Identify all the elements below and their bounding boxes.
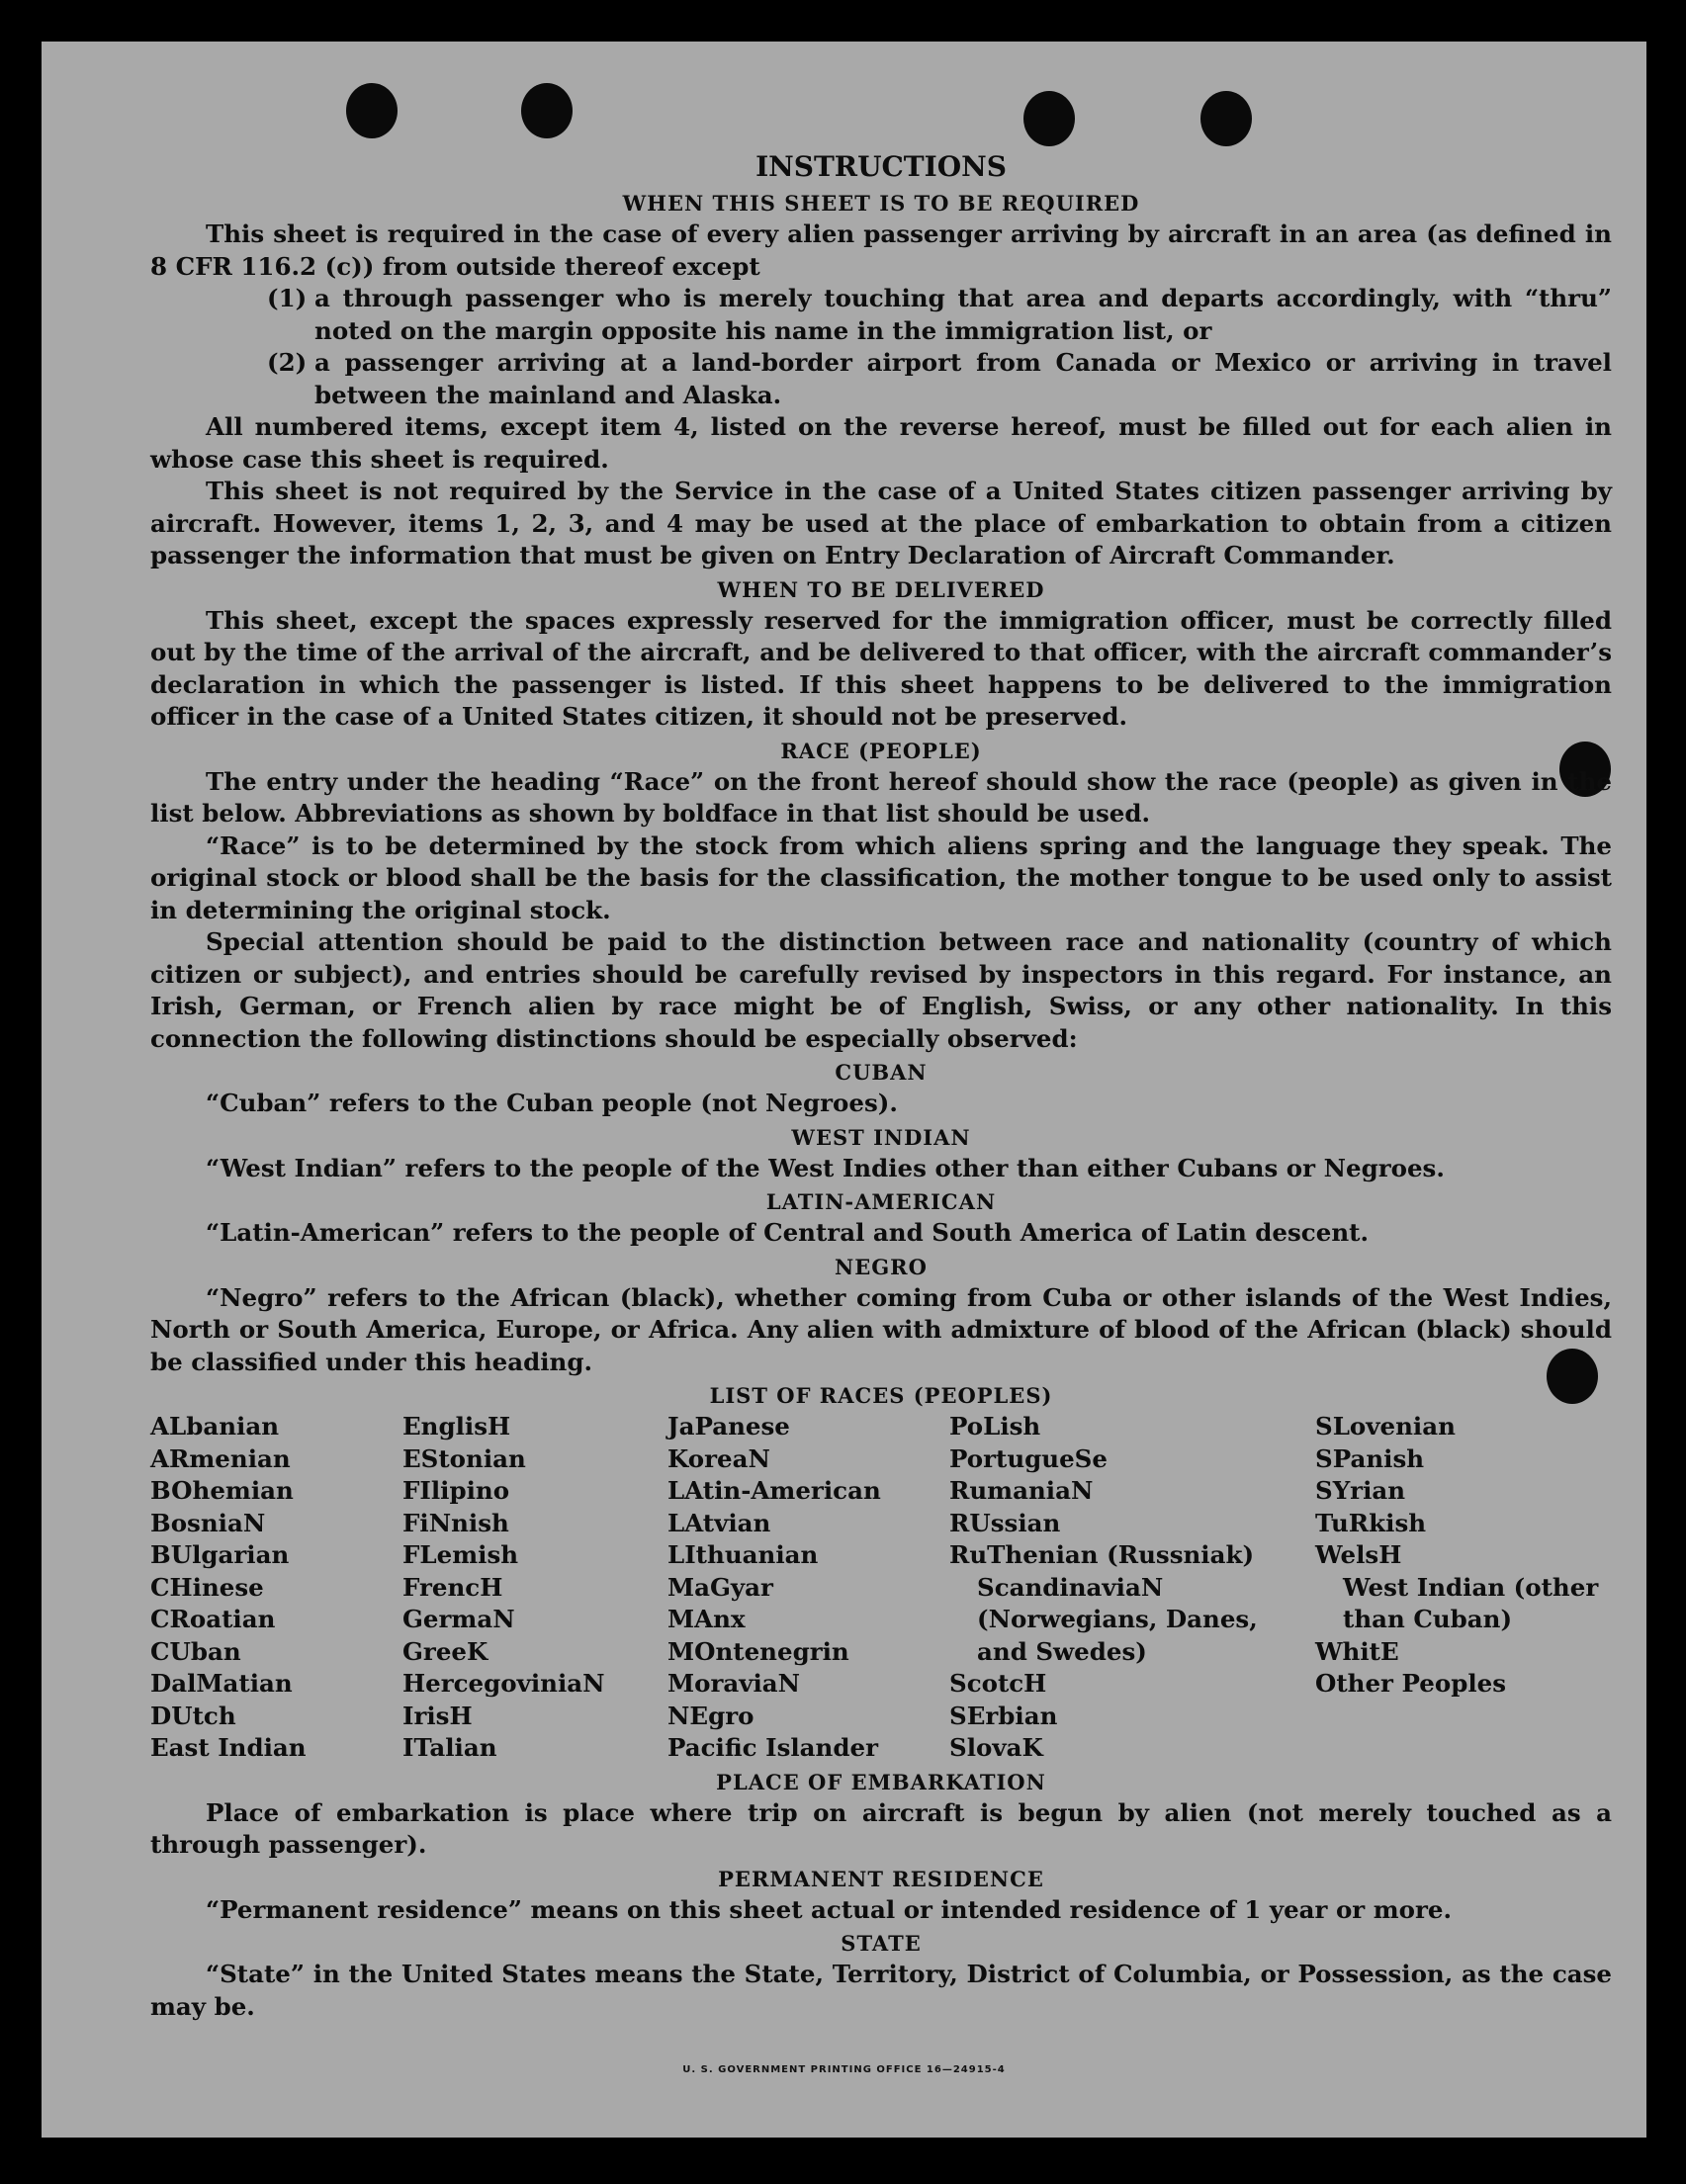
race-entry: MAnx: [667, 1605, 746, 1633]
punch-hole: [521, 83, 573, 138]
paragraph: Place of embarkation is place where trip on aircraft is begun by alien (not merely touched as a through passenger).: [150, 1797, 1612, 1859]
race-entry: MaGyar: [667, 1572, 773, 1602]
race-entry: FrencH: [402, 1572, 503, 1602]
paragraph: “Negro” refers to the African (black), whether coming from Cuba or other islands of the West Indies, North or South America, Europe, or Africa. Any alien with admixture of blood of the African (black) should be classified under this heading.: [150, 1282, 1612, 1376]
race-entry: EnglisH: [402, 1412, 511, 1441]
item-number: (2): [267, 348, 308, 377]
race-entry: LIthuanian: [667, 1540, 819, 1569]
paragraph: All numbered items, except item 4, listed on the reverse hereof, must be filled out for each alien in whose case this sheet is required.: [150, 412, 1612, 474]
race-entry: JaPanese: [667, 1412, 790, 1441]
race-entry: KoreaN: [667, 1443, 770, 1473]
section-heading: CUBAN: [835, 1060, 928, 1085]
list-item: [267, 283, 1612, 347]
page-title: INSTRUCTIONS: [755, 150, 1007, 183]
punch-hole: [1023, 91, 1075, 146]
section-heading: PERMANENT RESIDENCE: [718, 1866, 1044, 1891]
race-entry: DalMatian: [150, 1669, 293, 1698]
paragraph: This sheet is not required by the Service in the case of a United States citizen passenger arriving by aircraft. However, items 1, 2, 3, and 4 may be used at the place of embarkation to obtain from a citizen passenger the information that must be given on Entry Declaration of Aircraft Commander.: [150, 477, 1612, 569]
paragraph: “Race” is to be determined by the stock from which aliens spring and the language they speak. The original stock or blood shall be the basis for the classification, the mother tongue to be used only to assist in determining the original stock.: [150, 830, 1612, 924]
race-entry: BosniaN: [150, 1508, 266, 1537]
race-entry: NEgro: [667, 1701, 754, 1730]
section-heading: LATIN-AMERICAN: [765, 1189, 997, 1214]
race-column: [1315, 1411, 1612, 1765]
race-entry: CUban: [150, 1636, 241, 1666]
section-heading: PLACE OF EMBARKATION: [716, 1769, 1046, 1794]
race-entry: FiNnish: [402, 1508, 509, 1537]
race-entry: SErbian: [949, 1701, 1058, 1730]
section-heading: WEST INDIAN: [791, 1124, 971, 1150]
race-entry: SPanish: [1315, 1443, 1425, 1473]
race-entry: PoLish: [949, 1412, 1041, 1441]
race-column: [667, 1411, 949, 1765]
race-entry: GreeK: [402, 1636, 488, 1666]
item-text: a passenger arriving at a land-border airport from Canada or Mexico or arriving in travel between the mainland and Alaska.: [314, 348, 1612, 409]
race-entry: WhitE: [1315, 1636, 1399, 1666]
race-entry: Pacific Islander: [667, 1733, 878, 1762]
race-entry: HercegoviniaN: [402, 1669, 605, 1698]
race-entry: RUssian: [949, 1508, 1061, 1537]
race-entry: RuThenian (Russniak): [949, 1540, 1255, 1569]
race-entry: SYrian: [1315, 1476, 1406, 1505]
race-entry: ITalian: [402, 1733, 497, 1762]
race-entry: BOhemian: [150, 1476, 294, 1505]
paragraph: “State” in the United States means the State, Territory, District of Columbia, or Possession, as the case may be.: [150, 1960, 1612, 2021]
race-column: [949, 1411, 1315, 1765]
paragraph: “West Indian” refers to the people of the West Indies other than either Cubans or Negroes.: [206, 1153, 1445, 1182]
race-entry: SLovenian: [1315, 1412, 1456, 1441]
printer-imprint: U. S. GOVERNMENT PRINTING OFFICE 16—24915-4: [682, 2064, 1006, 2075]
punch-hole: [1200, 91, 1252, 146]
race-entry: BUlgarian: [150, 1540, 290, 1569]
race-entry: IrisH: [402, 1701, 473, 1730]
section-heading: RACE (PEOPLE): [780, 738, 982, 763]
race-entry: ALbanian: [150, 1412, 280, 1441]
race-entry: West Indian (other than Cuban): [1343, 1572, 1599, 1633]
section-heading: STATE: [841, 1931, 922, 1956]
item-text: a through passenger who is merely touching that area and departs accordingly, with “thru” noted on the margin opposite his name in the immigration list, or: [314, 284, 1612, 345]
race-entry: Other Peoples: [1315, 1669, 1507, 1698]
race-entry: WelsH: [1315, 1540, 1402, 1569]
paragraph: The entry under the heading “Race” on the front hereof should show the race (people) as given in the list below. Abbreviations as shown by boldface in that list should be used.: [150, 766, 1612, 828]
race-entry: RumaniaN: [949, 1476, 1094, 1505]
race-entry: MOntenegrin: [667, 1636, 849, 1666]
race-entry: MoraviaN: [667, 1669, 801, 1698]
race-entry: CHinese: [150, 1572, 264, 1602]
race-entry: GermaN: [402, 1605, 515, 1633]
paragraph: “Latin-American” refers to the people of Central and South America of Latin descent.: [206, 1218, 1369, 1247]
race-entry: FLemish: [402, 1540, 519, 1569]
race-entry: ScotcH: [949, 1669, 1047, 1698]
race-entry: LAtin-American: [667, 1476, 881, 1505]
form-sheet: [42, 42, 1646, 2138]
race-column: [402, 1411, 667, 1765]
section-heading: WHEN TO BE DELIVERED: [717, 576, 1045, 602]
paragraph: “Cuban” refers to the Cuban people (not Negroes).: [206, 1089, 898, 1117]
paragraph: Special attention should be paid to the distinction between race and nationality (country of which citizen or subject), and entries should be carefully revised by inspectors in this regard. For instance, an Irish, German, or French alien by race might be of English, Swiss, or any other nationality. In this connection the following distinctions should be especially observed:: [150, 927, 1612, 1053]
section-heading: WHEN THIS SHEET IS TO BE REQUIRED: [622, 191, 1140, 216]
race-entry: FIlipino: [402, 1476, 510, 1505]
race-entry: PortugueSe: [949, 1443, 1108, 1473]
race-column: [150, 1411, 402, 1765]
race-entry: EStonian: [402, 1443, 526, 1473]
race-entry: DUtch: [150, 1701, 236, 1730]
race-entry: TuRkish: [1315, 1508, 1427, 1537]
section-heading: NEGRO: [835, 1254, 928, 1279]
paragraph: This sheet is required in the case of every alien passenger arriving by aircraft in an area (as defined in 8 CFR 116.2 (c)) from outside thereof except: [150, 219, 1612, 281]
paragraph: This sheet, except the spaces expressly reserved for the immigration officer, must be correctly filled out by the time of the arrival of the aircraft, and be delivered to that officer, with the aircraft commander’s declaration in which the passenger is listed. If this sheet happens to be delivered to the immigration officer in the case of a United States citizen, it should not be preserved.: [150, 605, 1612, 731]
item-number: (1): [267, 284, 308, 312]
race-list: [150, 1411, 1612, 1765]
race-entry: ARmenian: [150, 1443, 291, 1473]
section-heading: LIST OF RACES (PEOPLES): [709, 1383, 1053, 1408]
punch-hole: [346, 83, 398, 138]
paragraph: “Permanent residence” means on this sheet actual or intended residence of 1 year or more.: [206, 1894, 1453, 1924]
race-entry: CRoatian: [150, 1605, 276, 1633]
race-entry: LAtvian: [667, 1508, 771, 1537]
instructions-body: [150, 148, 1612, 2023]
list-item: [267, 347, 1612, 411]
race-entry: SlovaK: [949, 1733, 1043, 1762]
race-entry: ScandinaviaN (Norwegians, Danes, and Swedes): [977, 1572, 1258, 1666]
race-entry: East Indian: [150, 1733, 307, 1762]
